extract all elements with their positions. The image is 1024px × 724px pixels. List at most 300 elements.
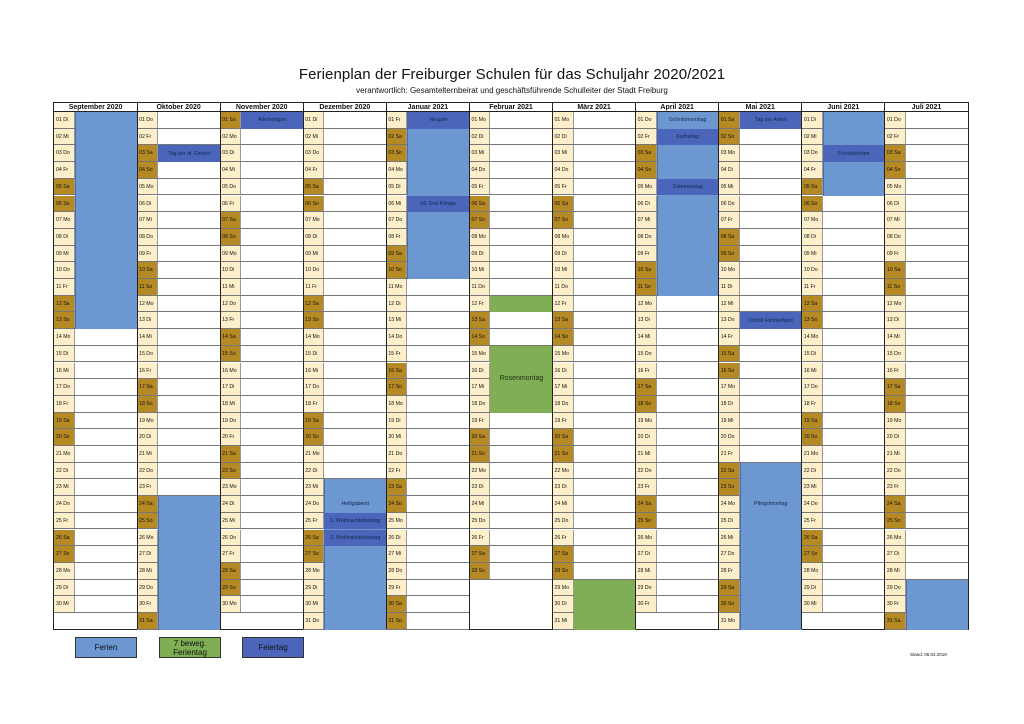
day-label: 04 Fr [802,162,823,178]
day-label: 05 Fr [469,179,490,195]
day-cell [719,379,802,396]
day-label: 04 Mo [386,162,407,178]
day-cell [54,446,137,463]
day-cell [220,179,303,196]
day-cell [553,279,636,296]
day-cell [885,530,968,547]
day-label: 27 Fr [220,546,241,562]
day-label: 31 Mi [553,613,574,629]
day-cell [636,329,719,346]
day-label: 15 Mo [553,346,574,362]
day-label: 25 So [885,513,906,529]
day-label: 19 Mi [719,413,740,429]
day-cell [386,613,469,630]
day-label: 20 So [802,429,823,445]
day-cell [719,162,802,179]
day-cell [719,446,802,463]
day-label: 26 Mo [137,530,158,546]
day-label: 24 Do [303,496,324,512]
day-label: 25 Do [553,513,574,529]
day-cell [885,463,968,480]
day-label: 14 Mi [137,329,158,345]
day-cell [469,429,552,446]
day-label: 31 Do [303,613,324,629]
day-cell [719,129,802,146]
day-cell [137,279,220,296]
day-cell [469,513,552,530]
day-cell [636,312,719,329]
month-header: März 2021 [553,103,636,112]
month-column [802,103,885,629]
day-label: 24 Sa [885,496,906,512]
day-label: 10 Sa [636,262,657,278]
day-cell [54,379,137,396]
page-subtitle: verantwortlich: Gesamtelternbeirat und geschäftsführende Schulleiter der Stadt Freiburg [356,86,668,95]
day-label: 07 Mi [885,212,906,228]
day-cell [885,546,968,563]
day-label: 16 Fr [636,363,657,379]
day-label: 02 Mo [220,129,241,145]
day-label: 09 Fr [885,246,906,262]
day-cell [386,396,469,413]
day-label: 11 So [885,279,906,295]
day-cell [802,496,885,513]
day-label: 18 So [636,396,657,412]
day-label: 15 Do [636,346,657,362]
day-cell [719,246,802,263]
day-label: 13 Sa [553,312,574,328]
day-label: 17 Mo [719,379,740,395]
day-label: 15 Di [802,346,823,362]
day-cell [137,162,220,179]
day-cell [636,429,719,446]
day-cell [303,112,386,129]
day-label: 01 Do [137,112,158,128]
day-cell [386,546,469,563]
day-cell [137,479,220,496]
day-label: 08 Do [885,229,906,245]
day-label: 17 Sa [885,379,906,395]
day-cell [885,279,968,296]
day-label: 17 Mi [469,379,490,395]
day-label: 04 Do [469,162,490,178]
day-label: 16 So [719,363,740,379]
day-cell [719,296,802,313]
day-cell [54,329,137,346]
day-label: 11 Do [553,279,574,295]
day-cell [553,379,636,396]
day-label: 24 Mo [719,496,740,512]
day-cell [553,446,636,463]
day-label: 16 Fr [137,363,158,379]
day-label: 19 Mo [137,413,158,429]
day-label: 09 Fr [636,246,657,262]
day-cell [469,262,552,279]
ferien-band [906,580,968,630]
day-label: 27 So [303,546,324,562]
day-cell [137,262,220,279]
day-cell [636,396,719,413]
day-label: 11 Do [469,279,490,295]
day-label: 19 Sa [54,413,75,429]
day-cell [386,379,469,396]
day-label: 02 Di [553,129,574,145]
day-cell [220,580,303,597]
day-cell [553,129,636,146]
day-cell [553,162,636,179]
day-label: 11 So [137,279,158,295]
day-label: 08 So [220,229,241,245]
day-cell [54,513,137,530]
day-label: 02 Mi [802,129,823,145]
day-label: 07 So [469,212,490,228]
month-column [553,103,636,629]
day-cell [137,446,220,463]
day-label: 04 So [636,162,657,178]
month-divider [386,103,387,629]
day-cell [885,429,968,446]
day-cell [54,530,137,547]
day-label: 16 Di [469,363,490,379]
day-label: 17 So [386,379,407,395]
day-cell [553,296,636,313]
day-label: 02 Di [469,129,490,145]
day-label: 28 Sa [220,563,241,579]
month-header: Juli 2021 [885,103,968,112]
day-cell [220,196,303,213]
day-label: 10 Do [802,262,823,278]
day-cell [802,296,885,313]
day-label: 23 So [719,479,740,495]
day-label: 13 Di [885,312,906,328]
day-label: 28 So [469,563,490,579]
day-cell [386,296,469,313]
day-label: 23 Fr [636,479,657,495]
day-label: 24 Do [802,496,823,512]
day-cell [220,246,303,263]
holiday-label: Tag der Arbeit [754,117,787,124]
month-divider [801,103,802,629]
day-label: 10 Mi [553,262,574,278]
day-label: 05 Mo [137,179,158,195]
day-label: 22 Sa [719,463,740,479]
day-cell [386,363,469,380]
month-header: September 2020 [54,103,137,112]
day-label: 17 Do [802,379,823,395]
day-label: 14 So [469,329,490,345]
day-cell [719,413,802,430]
day-cell [553,413,636,430]
month-header: November 2020 [220,103,303,112]
month-divider [303,103,304,629]
day-label: 26 Fr [553,530,574,546]
day-cell [802,246,885,263]
day-cell [469,112,552,129]
day-cell [719,179,802,196]
day-label: 27 Di [636,546,657,562]
day-cell [220,279,303,296]
day-label: 05 Mo [885,179,906,195]
day-label: 31 Sa [137,613,158,629]
day-label: 28 Mo [303,563,324,579]
day-cell [220,162,303,179]
day-label: 09 Fr [137,246,158,262]
day-cell [386,463,469,480]
month-column [719,103,802,629]
day-cell [553,145,636,162]
day-label: 09 Mi [54,246,75,262]
day-label: 13 Do [719,312,740,328]
day-cell [469,530,552,547]
ferien-band [740,463,802,630]
day-label: 25 Mi [220,513,241,529]
day-label: 01 Mo [553,112,574,128]
day-cell [802,446,885,463]
day-cell [885,246,968,263]
day-cell [386,312,469,329]
day-label: 18 Fr [54,396,75,412]
day-label: 13 So [802,312,823,328]
day-label: 15 Do [885,346,906,362]
day-label: 17 Mi [553,379,574,395]
day-cell [636,346,719,363]
day-label: 04 So [885,162,906,178]
day-cell [54,463,137,480]
holiday-label: Tag der dt. Einheit [168,150,211,157]
day-label: 06 So [802,196,823,212]
day-label: 30 Mi [303,596,324,612]
day-cell [885,479,968,496]
day-label: 15 Di [54,346,75,362]
day-label: 24 Do [54,496,75,512]
day-label: 19 Mo [636,413,657,429]
day-label: 27 Do [719,546,740,562]
day-cell [220,262,303,279]
day-label: 17 Sa [636,379,657,395]
day-label: 30 Mi [802,596,823,612]
day-cell [802,229,885,246]
day-cell [636,446,719,463]
day-cell [636,463,719,480]
day-label: 24 Di [220,496,241,512]
day-label: 03 Sa [885,145,906,161]
day-label: 04 Fr [54,162,75,178]
day-label: 26 Do [220,530,241,546]
day-label: 29 So [220,580,241,596]
day-label: 22 Do [137,463,158,479]
day-label: 02 Mi [54,129,75,145]
day-cell [303,296,386,313]
day-cell [636,530,719,547]
day-label: 15 Do [137,346,158,362]
day-label: 28 Fr [719,563,740,579]
holiday-label: Rosenmontag [499,375,544,383]
day-label: 12 Fr [553,296,574,312]
day-cell [54,563,137,580]
month-divider [137,103,138,629]
day-cell [553,396,636,413]
day-cell [719,262,802,279]
day-label: 30 So [719,596,740,612]
day-cell [885,212,968,229]
day-label: 03 Mo [719,145,740,161]
beweglicher-ferientag-band [490,296,552,313]
holiday-label: Christi Himmelfahrt [748,317,793,324]
day-label: 20 Sa [469,429,490,445]
day-cell [220,513,303,530]
day-cell [137,129,220,146]
day-label: 23 Fr [885,479,906,495]
day-cell [303,145,386,162]
legend-feiertag-label: Feiertag [258,643,288,652]
day-cell [553,246,636,263]
day-cell [553,513,636,530]
day-cell [137,429,220,446]
day-label: 21 Mi [636,446,657,462]
day-cell [802,212,885,229]
day-label: 18 Mi [220,396,241,412]
day-label: 19 Mo [885,413,906,429]
day-cell [802,262,885,279]
day-label: 17 Do [54,379,75,395]
day-label: 29 Di [54,580,75,596]
day-label: 21 Mo [303,446,324,462]
day-cell [303,429,386,446]
day-cell [553,312,636,329]
day-label: 13 Fr [220,312,241,328]
month-column [54,103,137,629]
day-label: 02 Mi [303,129,324,145]
day-label: 26 Sa [303,530,324,546]
day-cell [469,479,552,496]
day-label: 16 Sa [386,363,407,379]
day-label: 01 Mo [469,112,490,128]
day-cell [802,196,885,213]
day-label: 21 Sa [220,446,241,462]
day-label: 30 Sa [386,596,407,612]
day-label: 03 Do [303,145,324,161]
day-label: 06 Di [137,196,158,212]
day-label: 02 So [719,129,740,145]
day-label: 07 Mi [137,212,158,228]
day-label: 03 Di [220,145,241,161]
day-label: 03 Mi [553,145,574,161]
day-cell [386,580,469,597]
day-label: 05 Di [386,179,407,195]
day-label: 18 Di [719,396,740,412]
day-label: 18 So [885,396,906,412]
day-label: 18 Do [469,396,490,412]
day-cell [469,196,552,213]
day-label: 31 Sa [885,613,906,629]
day-label: 25 Fr [303,513,324,529]
day-label: 08 Mo [469,229,490,245]
day-cell [469,446,552,463]
day-cell [885,496,968,513]
holiday-label: Neujahr [429,117,448,124]
day-cell [54,580,137,597]
day-label: 22 Do [636,463,657,479]
day-label: 16 Di [553,363,574,379]
month-header: April 2021 [636,103,719,112]
day-cell [137,379,220,396]
day-label: 30 Fr [636,596,657,612]
day-label: 27 Mi [386,546,407,562]
day-label: 20 Mi [386,429,407,445]
day-label: 29 Sa [719,580,740,596]
day-label: 27 Di [137,546,158,562]
day-cell [137,396,220,413]
day-label: 06 Mi [386,196,407,212]
day-label: 10 Sa [137,262,158,278]
day-label: 26 Mo [636,530,657,546]
day-label: 02 Fr [636,129,657,145]
day-cell [553,530,636,547]
day-cell [885,296,968,313]
day-label: 14 Mo [802,329,823,345]
day-label: 14 Fr [719,329,740,345]
day-label: 09 Sa [386,246,407,262]
day-label: 14 Mi [885,329,906,345]
day-label: 03 Sa [137,145,158,161]
day-cell [802,463,885,480]
day-label: 06 Sa [553,196,574,212]
day-label: 03 Sa [636,145,657,161]
day-label: 12 Mo [885,296,906,312]
day-cell [885,262,968,279]
day-cell [553,563,636,580]
day-label: 17 Do [303,379,324,395]
day-cell [469,179,552,196]
day-label: 04 Di [719,162,740,178]
day-cell [636,513,719,530]
day-cell [719,196,802,213]
day-label: 28 Mo [802,563,823,579]
day-cell [802,396,885,413]
day-label: 12 Mo [137,296,158,312]
day-cell [303,162,386,179]
day-cell [802,479,885,496]
day-label: 11 So [636,279,657,295]
day-label: 05 Do [220,179,241,195]
day-label: 20 Do [719,429,740,445]
day-cell [885,129,968,146]
day-label: 28 Mi [636,563,657,579]
day-label: 25 Di [719,513,740,529]
day-label: 25 So [137,513,158,529]
day-label: 01 Di [802,112,823,128]
day-cell [220,596,303,613]
day-cell [719,229,802,246]
day-label: 22 Mo [553,463,574,479]
day-label: 15 Fr [386,346,407,362]
day-label: 13 Mi [386,312,407,328]
day-cell [553,196,636,213]
day-cell [553,262,636,279]
holiday-label: Pfingstmontag [754,501,788,508]
day-cell [303,363,386,380]
day-label: 06 Di [636,196,657,212]
legend-ferien-label: Ferien [94,643,118,652]
day-cell [220,396,303,413]
day-cell [636,580,719,597]
day-cell [802,429,885,446]
day-label: 21 Mo [802,446,823,462]
day-cell [386,563,469,580]
day-label: 10 Mi [469,262,490,278]
day-cell [386,530,469,547]
day-label: 24 Sa [137,496,158,512]
